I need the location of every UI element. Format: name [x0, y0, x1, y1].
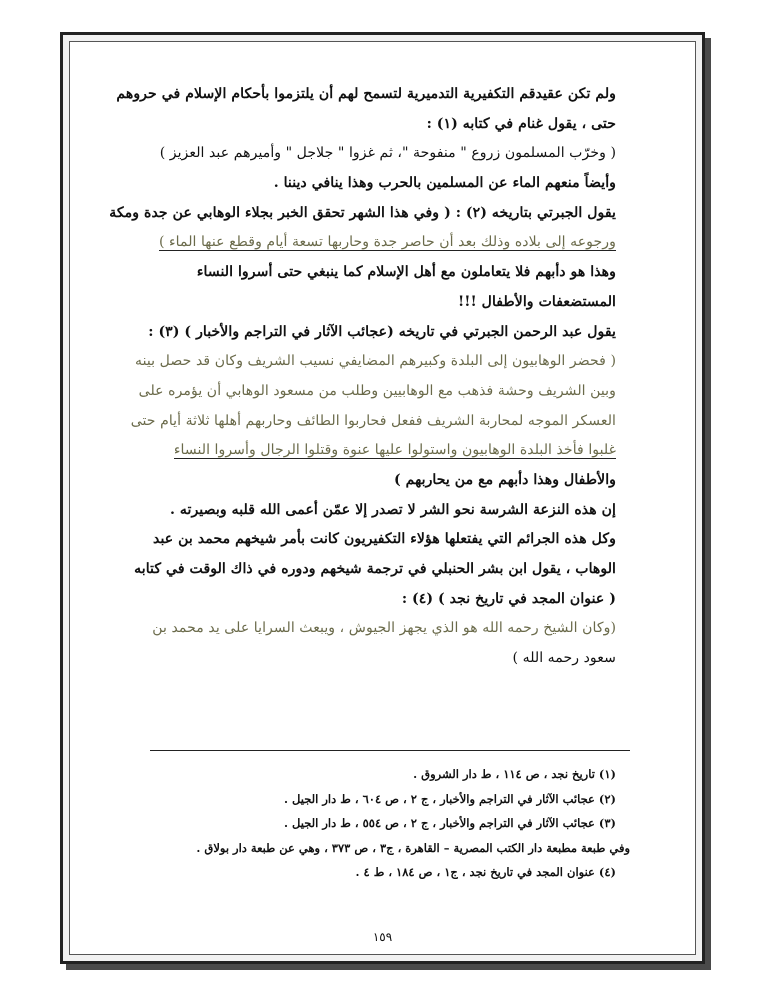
footnote-separator: [150, 750, 630, 751]
body-line: [96, 525, 616, 555]
page-number: ١٥٩: [372, 930, 393, 944]
body-line: [96, 496, 616, 526]
body-line-text: ( عنوان المجد في تاريخ نجد ) (٤) :: [401, 590, 616, 607]
body-line: [96, 644, 616, 674]
footnote: (٣) عجائب الآثار في التراجم والأخبار ، ج ٢ ، ص ٥٥٤ ، ط دار الجيل .: [284, 816, 616, 830]
body-line: [96, 555, 616, 585]
body-line-text: والأطفال وهذا دأبهم مع من يحاربهم ): [393, 471, 616, 488]
body-line-text: وبين الشريف وحشة فذهب مع الوهابيين وطلب من مسعود الوهابي أن يؤمره على: [138, 382, 616, 399]
body-line: [96, 288, 616, 318]
body-line: [96, 228, 616, 258]
body-line-text: غلبوا فأخذ البلدة الوهابيون واستولوا عليها عنوة وقتلوا الرجال وأسروا النساء: [173, 442, 616, 459]
body-line-text: حتى ، يقول غنام في كتابه (١) :: [426, 115, 616, 132]
body-line-text: المستضعفات والأطفال !!!: [458, 293, 616, 310]
footnote: (١) تاريخ نجد ، ص ١١٤ ، ط دار الشروق .: [413, 767, 616, 781]
body-line: [96, 110, 616, 140]
footnote: وفي طبعة مطبعة دار الكتب المصرية – القاهرة ، ج٣ ، ص ٣٧٣ ، وهي عن طبعة دار بولاق .: [196, 840, 630, 855]
body-line-text: ورجوعه إلى بلاده وذلك بعد أن حاصر جدة وحاربها تسعة أيام وقطع عنها الماء ): [158, 234, 616, 251]
body-line-text: إن هذه النزعة الشرسة نحو الشر لا تصدر إلا عمّن أعمى الله قلبه وبصيرته .: [170, 501, 616, 518]
body-line: [96, 407, 616, 437]
body-line-text: وهذا هو دأبهم فلا يتعاملون مع أهل الإسلام كما ينبغي حتى أسروا النساء: [196, 264, 616, 281]
body-text: [96, 80, 616, 674]
body-line: [96, 199, 616, 229]
body-line: [96, 258, 616, 288]
body-line: [96, 614, 616, 644]
body-line: [96, 139, 616, 169]
body-line-text: يقول الجبرتي بتاريخه (٢) : ( وفي هذا الشهر تحقق الخبر بجلاء الوهابي عن جدة ومكة: [109, 204, 616, 221]
footnotes: [150, 762, 630, 885]
body-line-text: وكل هذه الجرائم التي يفتعلها هؤلاء التكفيريون كانت بأمر شيخهم محمد بن عبد: [153, 531, 616, 548]
body-line: [96, 318, 616, 348]
body-line-text: ( وخرّب المسلمون زروع " منفوحة "، ثم غزوا " جلاجل " وأميرهم عبد العزيز ): [159, 145, 616, 162]
body-line-text: العسكر الموجه لمحاربة الشريف ففعل فحاربوا الطائف وحاربهم أهلها ثلاثة أيام حتى: [130, 412, 616, 429]
footnote: (٤) عنوان المجد في تاريخ نجد ، ج١ ، ص ١٨٤ ، ط ٤ .: [355, 865, 616, 879]
body-line: [96, 436, 616, 466]
footnote: (٢) عجائب الآثار في التراجم والأخبار ، ج ٢ ، ص ٦٠٤ ، ط دار الجيل .: [284, 791, 616, 806]
body-line-text: سعود رحمه الله ): [512, 650, 616, 667]
body-line: [96, 377, 616, 407]
body-line-text: وأيضاً منعهم الماء عن المسلمين بالحرب وهذا ينافي ديننا .: [273, 175, 616, 192]
body-line-text: (وكان الشيخ رحمه الله هو الذي يجهز الجيوش ، ويبعث السرايا على يد محمد بن: [152, 620, 616, 637]
body-line: [96, 585, 616, 615]
body-line-text: الوهاب ، يقول ابن بشر الحنبلي في ترجمة شيخهم ودوره في ذاك الوقت في كتابه: [134, 561, 616, 577]
body-line: [96, 169, 616, 199]
body-line: [96, 80, 616, 110]
body-line-text: يقول عبد الرحمن الجبرتي في تاريخه (عجائب الآثار في التراجم والأخبار ) (٣) :: [148, 323, 616, 340]
body-line: [96, 347, 616, 377]
body-line-text: ولم تكن عقيدقم التكفيرية التدميرية لتسمح لهم أن يلتزموا بأحكام الإسلام في حروهم: [116, 86, 616, 102]
body-line: [96, 466, 616, 496]
body-line-text: ( فحضر الوهابيون إلى البلدة وكبيرهم المضايفي نسيب الشريف وكان قد حصل بينه: [135, 353, 616, 370]
